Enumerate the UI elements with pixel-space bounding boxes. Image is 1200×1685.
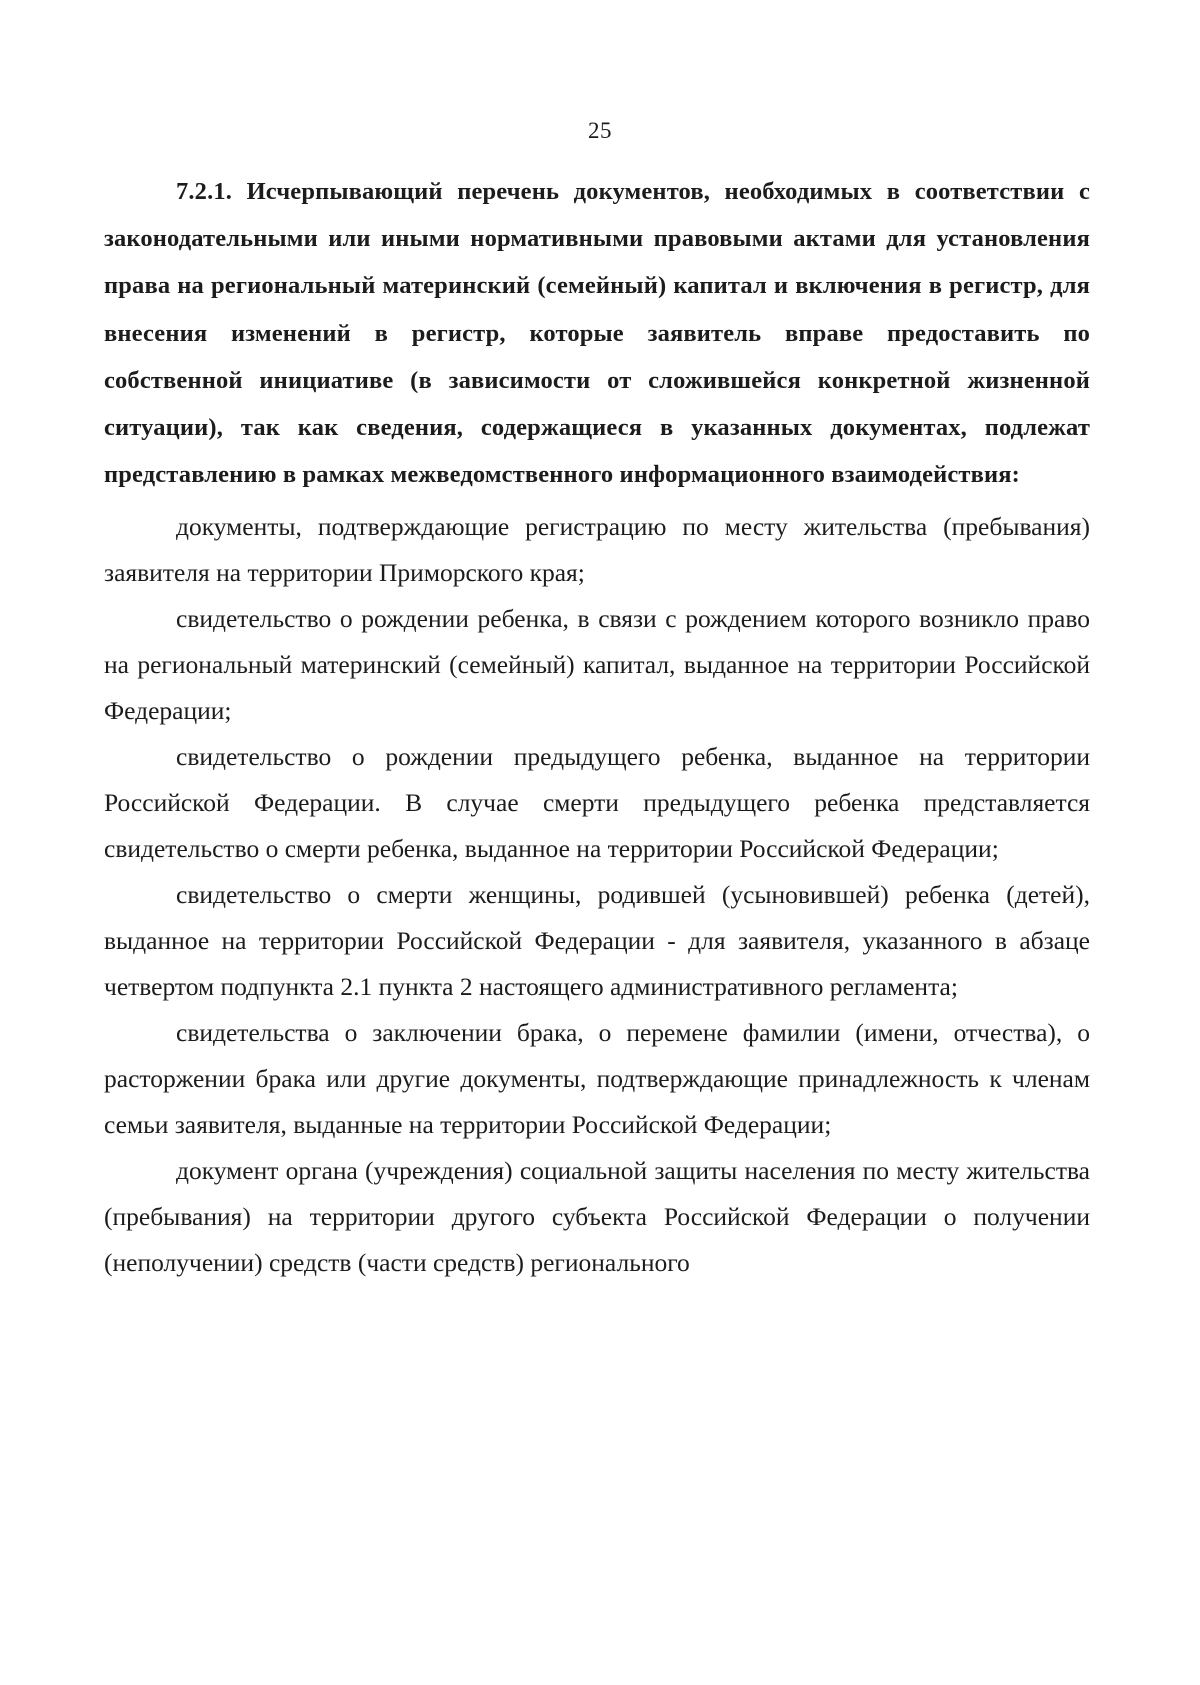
section-heading: 7.2.1. Исчерпывающий перечень документов, необходимых в соответствии с законодательными или иными нормативными правовыми актами для установления права на региональный материнский (семейный) капитал и включения в регистр, для внесения изменений в регистр, которые заявитель вправе предоставить по собственной инициативе (в зависимости от сложившейся конкретной жизненной ситуации), так как сведения, содержащиеся в указанных документах, подлежат представлению в рамках межведомственного информационного взаимодействия: [104,178,1090,489]
list-item-marriage-certificates: свидетельства о заключении брака, о перемене фамилии (имени, отчества), о расторжении брака или другие документы, подтверждающие принадлежность к членам семьи заявителя, выданные на территории Российской Федерации; [104,1018,1090,1140]
document-body [104,168,1090,1286]
list-item-birth-certificate: свидетельство о рождении ребенка, в связи с рождением которого возникло право на региональный материнский (семейный) капитал, выданное на территории Российской Федерации; [104,604,1090,726]
document-list [104,504,1090,1286]
page-number: 25 [588,118,612,143]
list-item-death-certificate: свидетельство о смерти женщины, родившей (усыновившей) ребенка (детей), выданное на территории Российской Федерации - для заявителя, указанного в абзаце четвертом подпункта 2.1 пункта 2 настоящего административного регламента; [104,880,1090,1002]
list-item-social-protection-document: документ органа (учреждения) социальной защиты населения по месту жительства (пребывания) на территории другого субъекта Российской Федерации о получении (неполучении) средств (части средств) регионального [104,1156,1090,1278]
list-item-previous-child-certificate: свидетельство о рождении предыдущего ребенка, выданное на территории Российской Федерации. В случае смерти предыдущего ребенка представляется свидетельство о смерти ребенка, выданное на территории Российской Федерации; [104,742,1090,864]
list-item-registration: документы, подтверждающие регистрацию по месту жительства (пребывания) заявителя на территории Приморского края; [104,512,1090,588]
